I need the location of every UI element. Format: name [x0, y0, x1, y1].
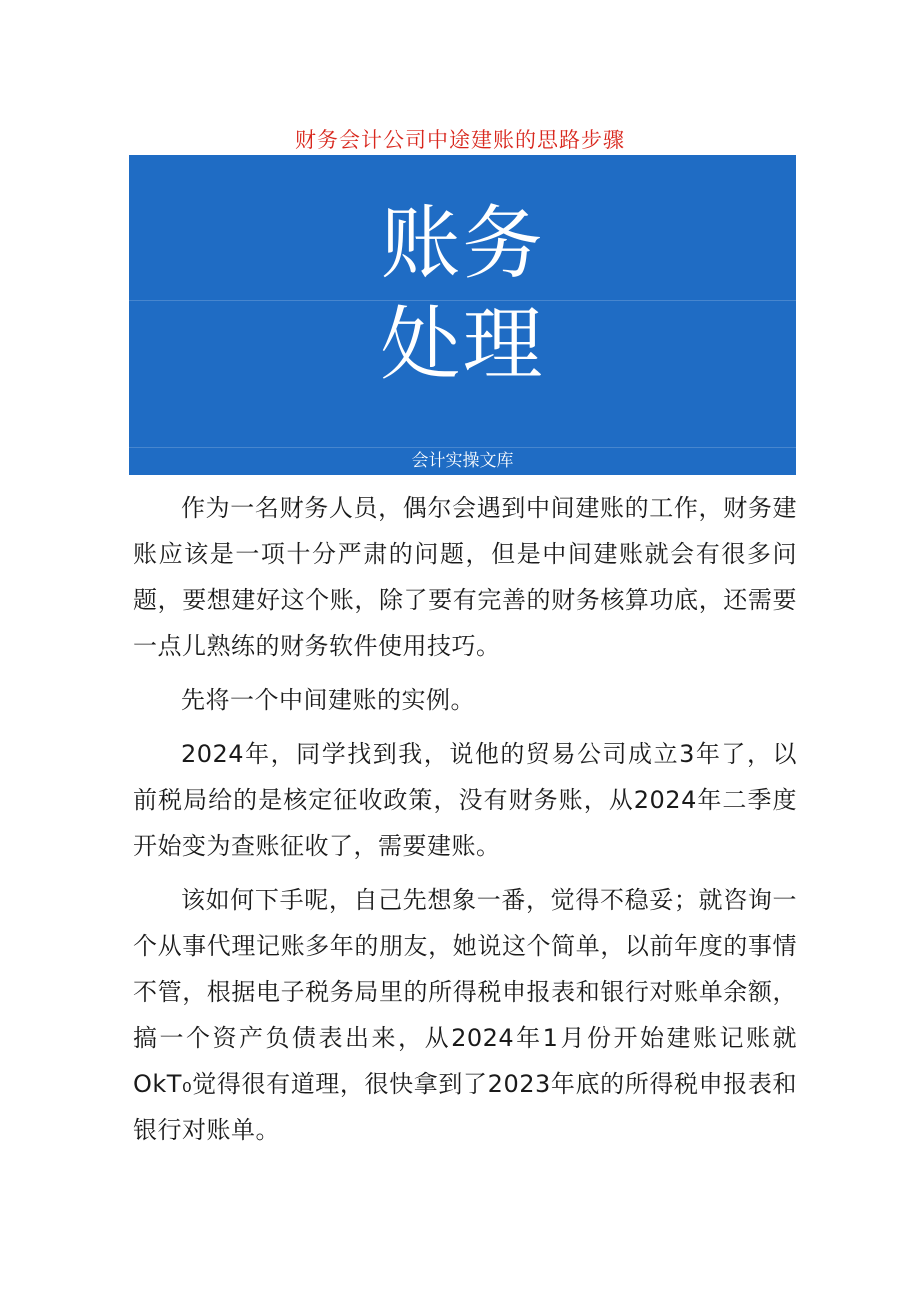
paragraph: 2024年，同学找到我，说他的贸易公司成立3年了，以前税局给的是核定征收政策，没有财务账，从2024年二季度开始变为查账征收了，需要建账。 [133, 740, 797, 860]
paragraph: 该如何下手呢，自己先想象一番，觉得不稳妥；就咨询一个从事代理记账多年的朋友，她说这个简单，以前年度的事情不管，根据电子税务局里的所得税申报表和银行对账单余额，搞一个资产负债表出来，从2024年1月份开始建账记账就OkT₀觉得很有道理，很快拿到了2023年底的所得税申报表和银行对账单。 [133, 886, 797, 1144]
banner-divider [129, 447, 796, 448]
paragraph: 作为一名财务人员，偶尔会遇到中间建账的工作，财务建账应该是一项十分严肃的问题，但是中间建账就会有很多问题，要想建好这个账，除了要有完善的财务核算功底，还需要一点儿熟练的财务软件使用技巧。 [133, 494, 797, 660]
banner-line-1: 账务 [380, 197, 545, 290]
document-body [133, 485, 797, 1161]
document-title: 财务会计公司中途建账的思路步骤 [295, 128, 625, 152]
banner-caption: 会计实操文库 [411, 451, 514, 471]
banner-line-2: 处理 [380, 298, 545, 391]
banner [129, 155, 796, 475]
paragraph: 先将一个中间建账的实例。 [181, 686, 475, 714]
